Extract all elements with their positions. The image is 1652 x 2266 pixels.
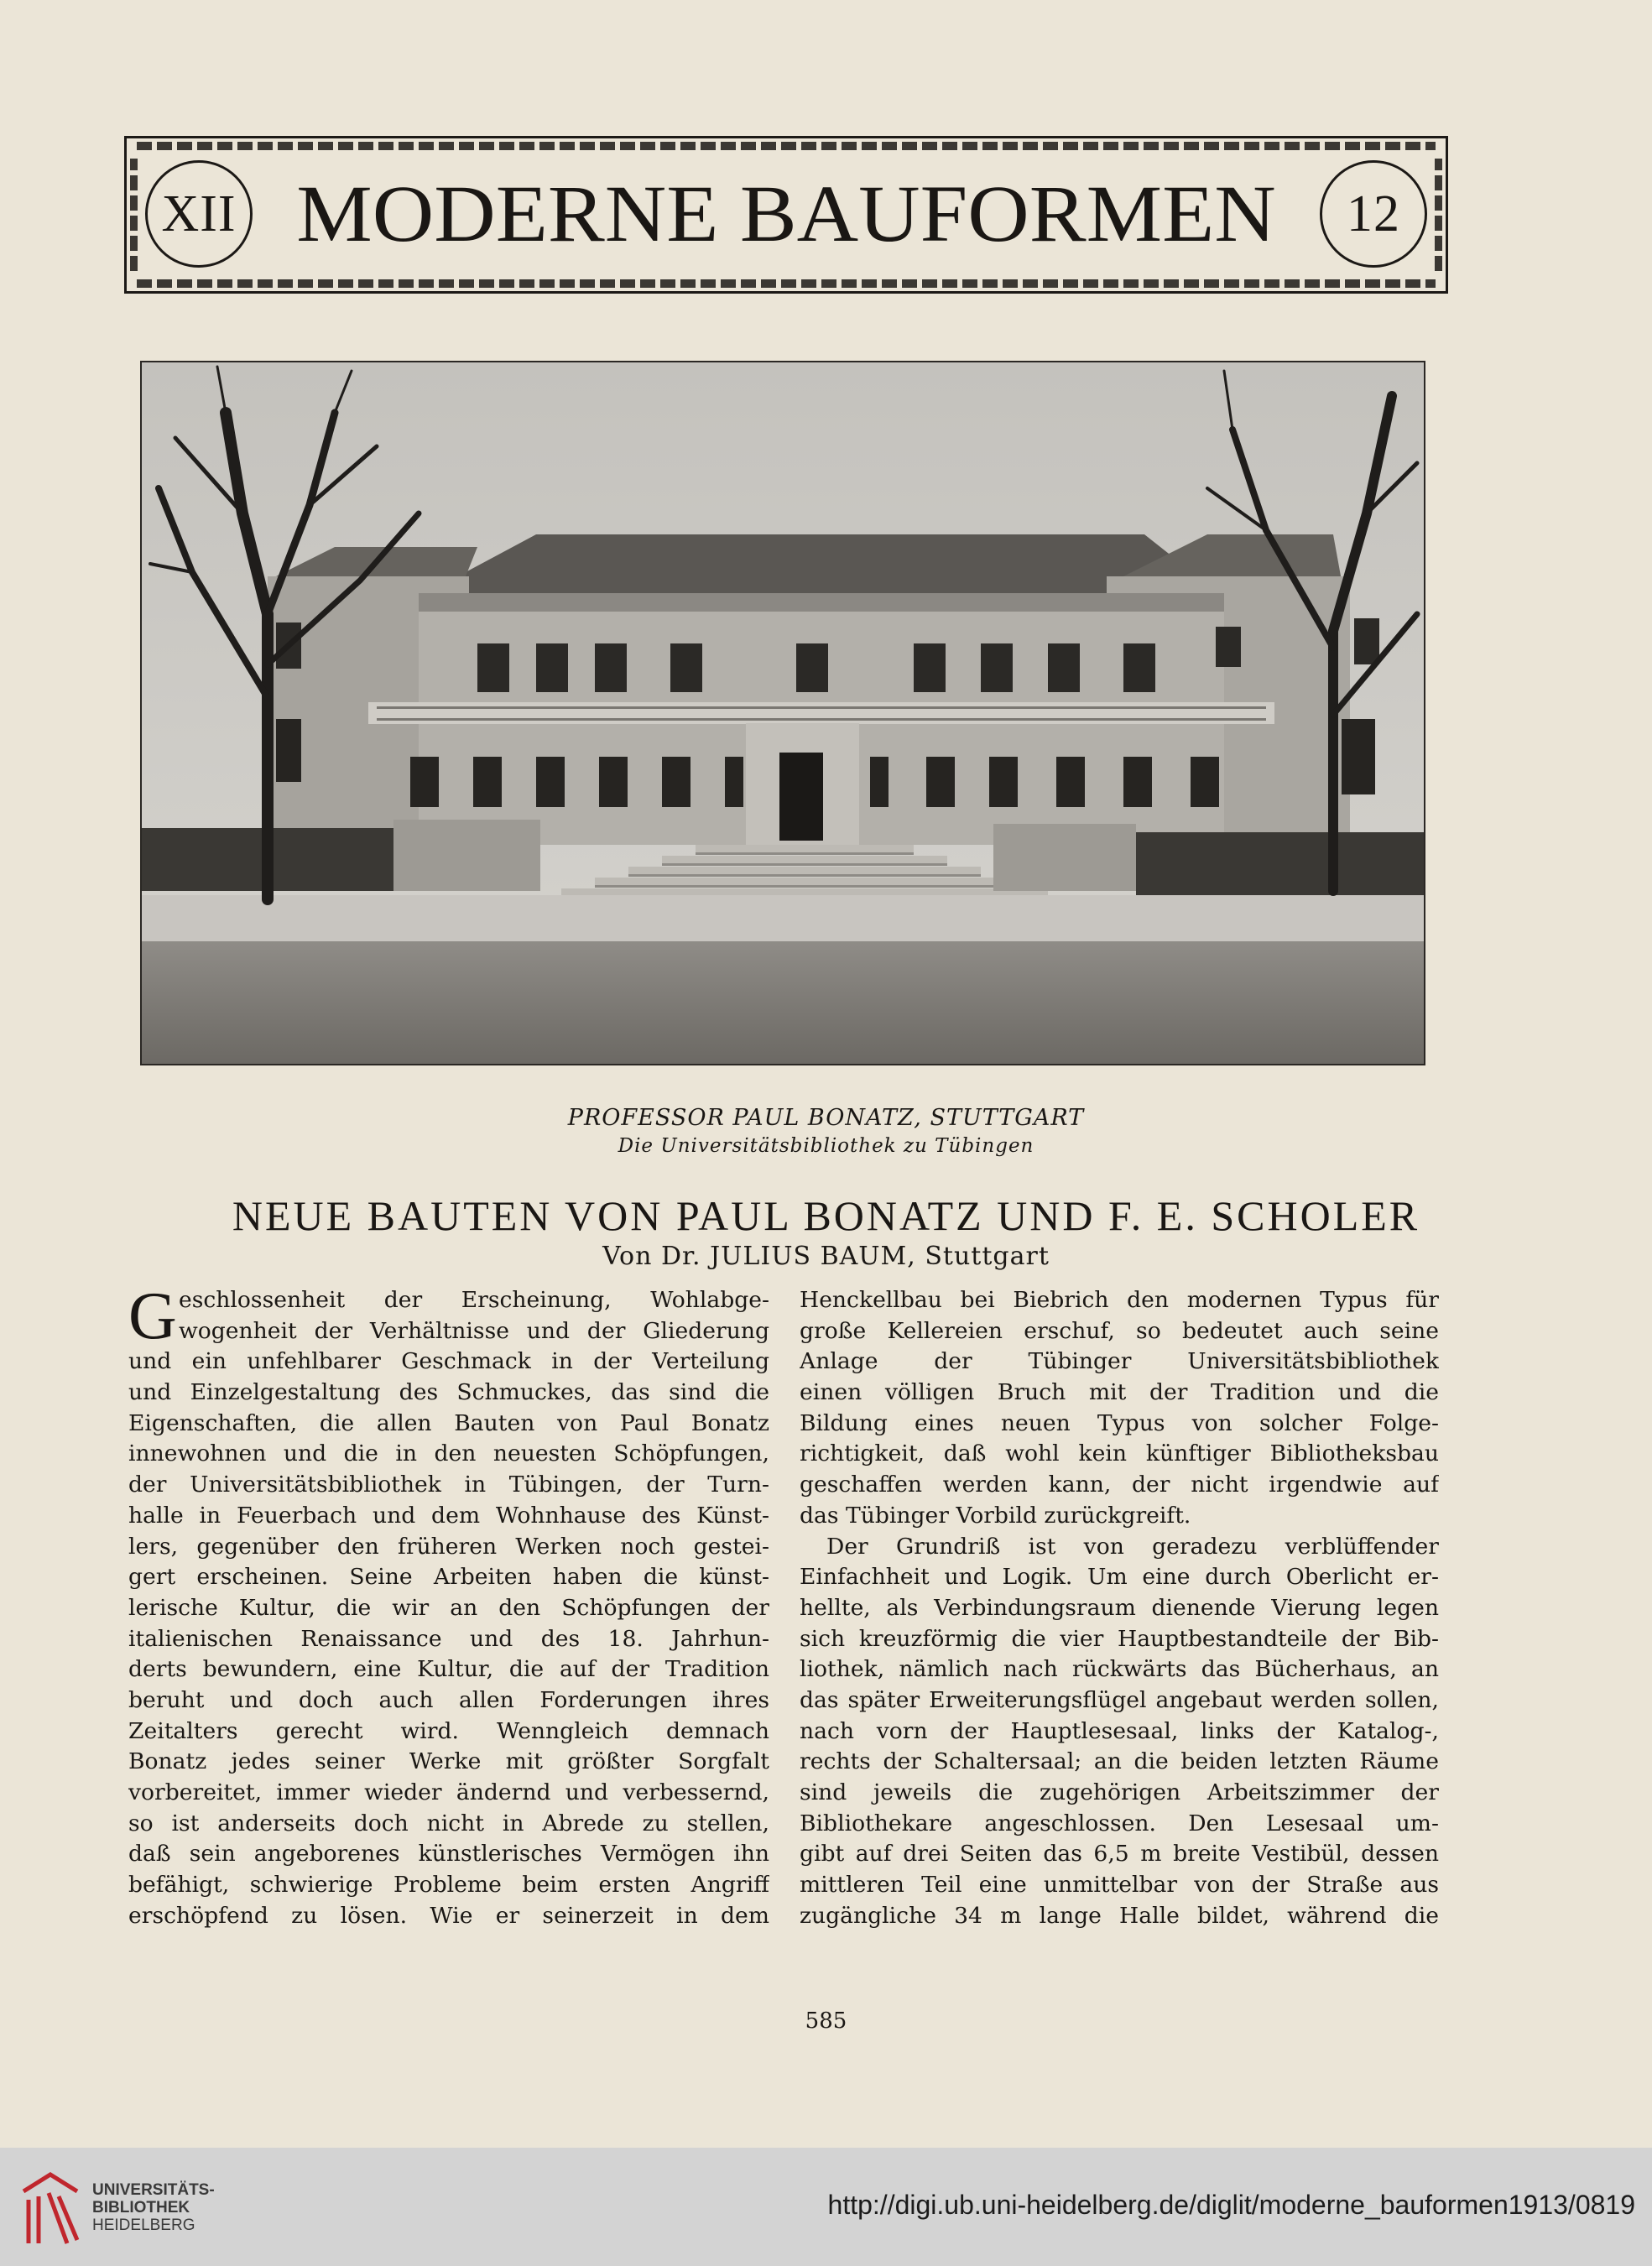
text-line: italienischen Renaissance und des 18. Jahrhun- <box>128 1625 769 1652</box>
masthead-border-ornament <box>130 159 138 271</box>
text-line: sind jeweils die zugehörigen Arbeitszimmer der <box>800 1779 1439 1805</box>
text-line: so ist anderseits doch nicht in Abrede zu stellen, <box>128 1810 769 1836</box>
text-line: richtigkeit, daß wohl kein künftiger Bibliotheksbau <box>800 1440 1439 1467</box>
text-line: und ein unfehlbarer Geschmack in der Verteilung <box>128 1348 769 1375</box>
text-line: hellte, als Verbindungsraum dienende Vierung legen <box>800 1594 1439 1621</box>
issue-number: 12 <box>1347 185 1400 242</box>
article-headline: NEUE BAUTEN VON PAUL BONATZ UND F. E. SCHOLER <box>232 1192 1420 1239</box>
text-line: Bonatz jedes seiner Werke mit größter Sorgfalt <box>128 1748 769 1775</box>
text-line: das später Erweiterungsflügel angebaut werden sollen, <box>800 1686 1439 1713</box>
text-line: Einfachheit und Logik. Um eine durch Oberlicht er- <box>800 1564 1439 1591</box>
library-photograph-image <box>142 362 1424 1064</box>
text-line: einen völligen Bruch mit der Tradition und die <box>800 1379 1439 1406</box>
text-line: Anlage der Tübinger Universitätsbibliothek <box>800 1348 1439 1375</box>
text-line: mittleren Teil eine unmittelbar von der Straße aus <box>800 1872 1439 1899</box>
text-line: eschlossenheit der Erscheinung, Wohlabge- <box>179 1287 769 1313</box>
text-line: Bibliothekare angeschlossen. Den Lesesaal um- <box>800 1810 1439 1836</box>
photo-caption-building: Die Universitätsbibliothek zu Tübingen <box>618 1135 1034 1157</box>
text-line: das Tübinger Vorbild zurückgreift. <box>800 1502 1191 1529</box>
library-photograph <box>140 361 1425 1065</box>
text-line: lerische Kultur, die wir an den Schöpfungen der <box>128 1594 769 1621</box>
library-name-line: HEIDELBERG <box>92 2217 195 2234</box>
footer-bar <box>0 2148 1652 2266</box>
text-line: befähigt, schwierige Probleme beim ersten Angriff <box>128 1872 769 1899</box>
text-line: innewohnen und die in den neuesten Schöpfungen, <box>128 1440 769 1467</box>
drop-cap: G <box>128 1279 177 1353</box>
text-line: gert erscheinen. Seine Arbeiten haben die künst- <box>128 1564 769 1591</box>
text-line: daß sein angeborenes künstlerisches Vermögen ihn <box>128 1841 769 1867</box>
photo-caption-architect: PROFESSOR PAUL BONATZ, STUTTGART <box>567 1105 1085 1131</box>
text-line: wogenheit der Verhältnisse und der Gliederung <box>179 1317 769 1344</box>
text-line: derts bewundern, eine Kultur, die auf der Tradition <box>128 1656 769 1683</box>
digital-copy-link[interactable]: http://digi.ub.uni-heidelberg.de/diglit/moderne_bauformen1913/0819 <box>827 2190 1635 2220</box>
text-line: Eigenschaften, die allen Bauten von Paul Bonatz <box>128 1409 769 1436</box>
article-column-right <box>800 1285 1439 1931</box>
text-line: erschöpfend zu lösen. Wie er seinerzeit in dem <box>128 1902 769 1929</box>
text-line: Der Grundriß ist von geradezu verblüffender <box>826 1533 1439 1560</box>
text-line: der Universitätsbibliothek in Tübingen, der Turn- <box>128 1472 769 1498</box>
library-name <box>92 2181 215 2234</box>
library-name-line: BIBLIOTHEK <box>92 2199 190 2217</box>
masthead-border-ornament <box>137 279 1436 288</box>
masthead <box>124 136 1448 294</box>
text-line: geschaffen werden kann, der nicht irgendwie auf <box>800 1472 1439 1498</box>
text-line: nach vorn der Hauptlesesaal, links der Katalog-, <box>800 1717 1439 1744</box>
article-column-left <box>128 1279 769 1931</box>
text-line: zugängliche 34 m lange Halle bildet, während die <box>800 1902 1439 1929</box>
journal-title: MODERNE BAUFORMEN <box>296 169 1276 258</box>
masthead-border-ornament <box>137 142 1436 150</box>
text-line: halle in Feuerbach und dem Wohnhause des Künst- <box>128 1502 769 1529</box>
library-name-line: UNIVERSITÄTS- <box>92 2181 215 2199</box>
volume-roundel <box>145 160 253 268</box>
text-line: und Einzelgestaltung des Schmuckes, das sind die <box>128 1379 769 1406</box>
text-line: große Kellereien erschuf, so bedeutet auch seine <box>800 1317 1439 1344</box>
text-line: liothek, nämlich nach rückwärts das Bücherhaus, an <box>800 1656 1439 1683</box>
text-line: vorbereitet, immer wieder ändernd und verbessernd, <box>128 1779 769 1805</box>
text-line: lers, gegenüber den früheren Werken noch gestei- <box>128 1533 769 1560</box>
text-line: Henckellbau bei Biebrich den modernen Typus für <box>800 1287 1439 1313</box>
text-line: Zeitalters gerecht wird. Wenngleich demnach <box>128 1717 769 1744</box>
text-line: beruht und doch auch allen Forderungen ihres <box>128 1686 769 1713</box>
text-line: Bildung eines neuen Typus von solcher Folge- <box>800 1409 1439 1436</box>
issue-roundel <box>1320 160 1427 268</box>
masthead-border-ornament <box>1435 159 1442 271</box>
text-line: sich kreuzförmig die vier Hauptbestandteile der Bib- <box>800 1625 1439 1652</box>
article-byline: Von Dr. JULIUS BAUM, Stuttgart <box>602 1242 1050 1271</box>
volume-number: XII <box>161 185 237 242</box>
text-line: gibt auf drei Seiten das 6,5 m breite Vestibül, dessen <box>800 1841 1439 1867</box>
text-line: rechts der Schaltersaal; an die beiden letzten Räume <box>800 1748 1439 1775</box>
university-library-logo-icon <box>17 2166 84 2250</box>
page-number: 585 <box>805 2008 847 2034</box>
